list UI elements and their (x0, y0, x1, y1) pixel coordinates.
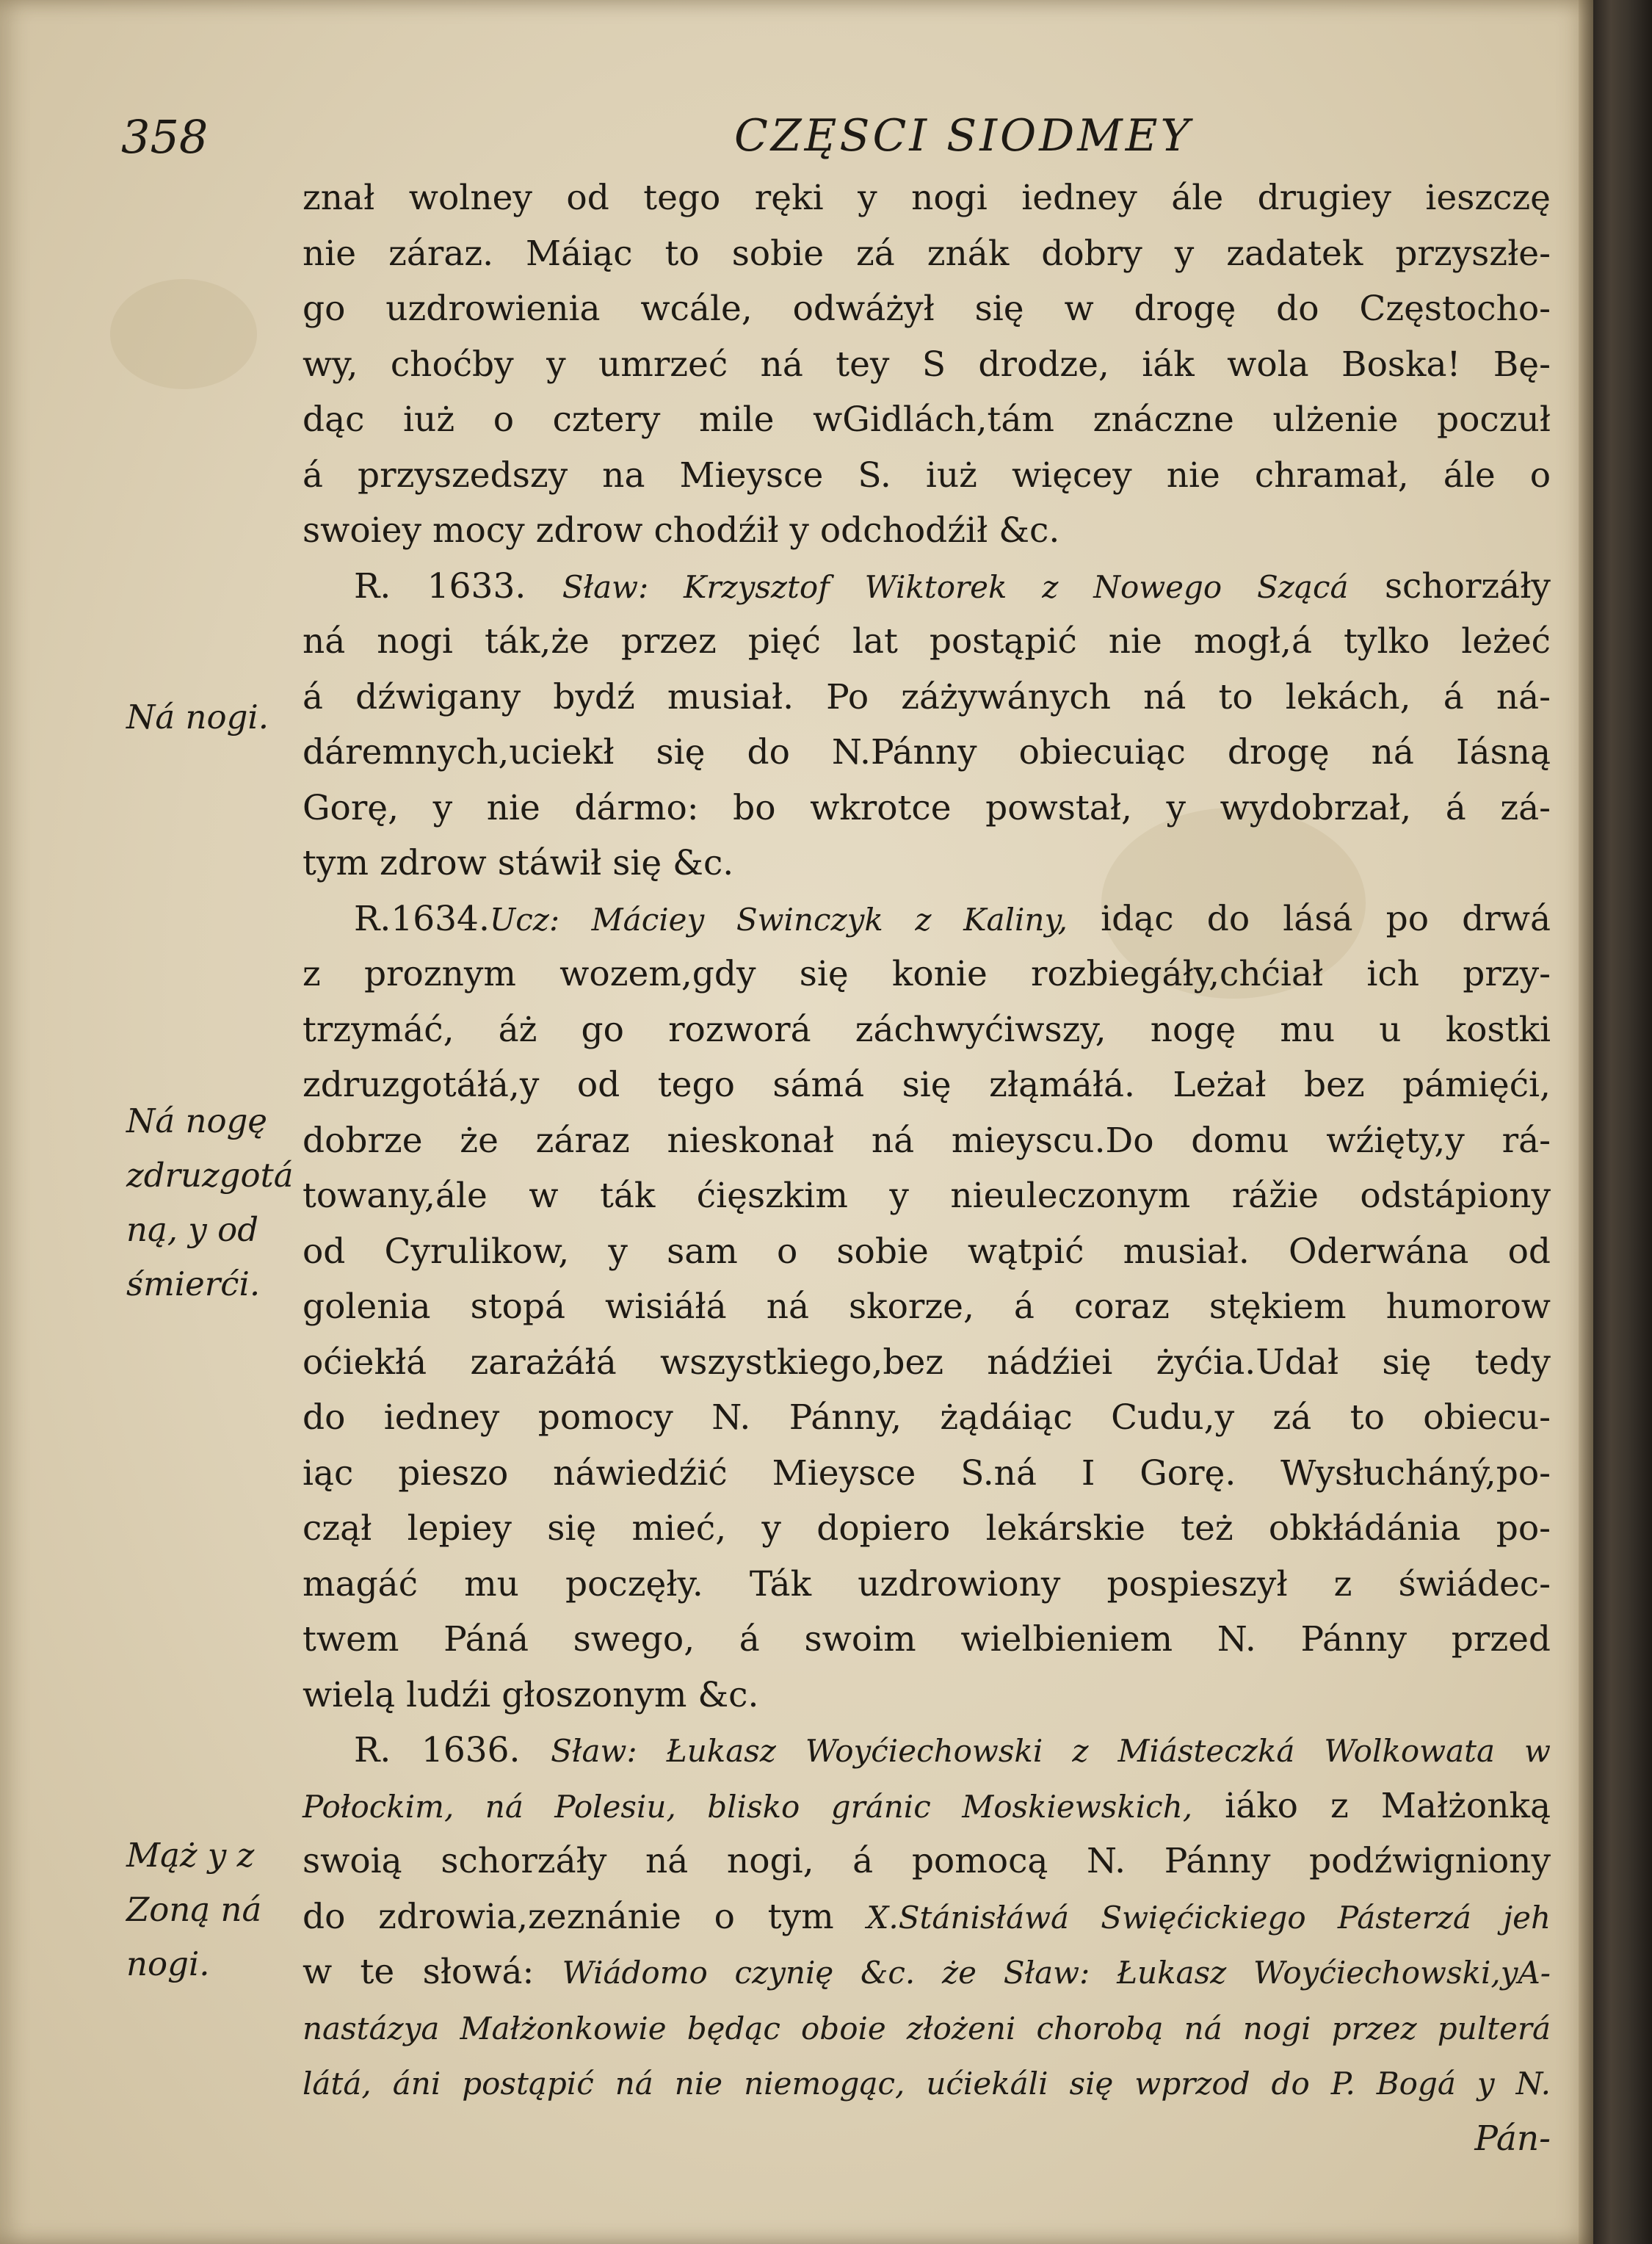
text-line (302, 614, 1551, 670)
text-line (302, 670, 1551, 725)
text-span: ná nogi ták,że przez pięć lat postąpić nie mogł,á tylko leżeć (302, 621, 1551, 662)
text-span: Gorę, y nie dármo: bo wkrotce powstał, y wydobrzał, á zá- (302, 787, 1551, 828)
text-span: w te słowá: (302, 1952, 562, 1992)
text-span: iąc pieszo náwiedźić Mieysce S.ná I Gorę. Wysłucháný,po- (302, 1452, 1551, 1494)
text-span: iáko z Małżonką (1192, 1785, 1551, 1826)
text-line (302, 1557, 1551, 1613)
text-span: idąc do lásá po drwá (1067, 898, 1551, 939)
page-number: 358 (121, 110, 209, 164)
text-line (302, 2055, 1551, 2111)
text-line (302, 1889, 1551, 1945)
text-line (302, 337, 1551, 393)
text-span: á dźwigany bydź musiał. Po záżywánych ná to lekách, á ná- (302, 676, 1551, 717)
text-line (302, 1279, 1551, 1335)
text-span: czął lepiey się mieć, y dopiero lekárskie też obkłádánia po- (302, 1508, 1551, 1549)
text-line (302, 725, 1551, 781)
text-span: zdruzgotáłá,y od tego sámá się złąmáłá. Leżał bez pámięći, (302, 1065, 1551, 1105)
text-span: schorzáły (1348, 565, 1551, 607)
text-line (302, 1723, 1551, 1778)
text-line (302, 1335, 1551, 1391)
text-span: R.1634. (354, 898, 490, 939)
book-spine (1593, 0, 1652, 2244)
italic-span: Ucz: Máciey Swinczyk z Kaliny, (489, 901, 1068, 938)
text-line (302, 947, 1551, 1002)
text-line (302, 448, 1551, 504)
paper-stain (110, 279, 257, 389)
margin-note-line: Zoną ná (126, 1890, 262, 1929)
text-span: dáremnych,uciekł się do N.Pánny obiecuiąc drogę ná Iásną (302, 732, 1551, 772)
text-line (302, 891, 1551, 947)
italic-span: látá, áni postąpić ná nie niemogąc, ućiekáli się wprzod do P. Bogá y N. (302, 2066, 1551, 2102)
text-span: od Cyrulikow, y sam o sobie wątpić musiał. Oderwána od (302, 1231, 1551, 1272)
text-span: dąc iuż o cztery mile wGidlách,tám znáczne ulżenie poczuł (302, 399, 1551, 440)
text-span: swoią schorzáły ná nogi, á pomocą N. Pánny podźwigniony (302, 1841, 1551, 1881)
text-span: wielą ludźi głoszonym &c. (302, 1674, 759, 1715)
text-span: znał wolney od tego ręki y nogi iedney ále drugiey ieszczę (302, 178, 1551, 218)
text-span: R. 1636. (354, 1730, 551, 1770)
text-span: do zdrowia,zeznánie o tym (302, 1896, 867, 1937)
text-line (302, 1501, 1551, 1557)
margin-note-na-noge (126, 1094, 294, 1311)
text-span: trzymáć, áż go rozworá záchwyćiwszy, nogę mu u kostki (302, 1009, 1551, 1050)
text-line (302, 1113, 1551, 1169)
text-span: towany,ále w ták ćięszkim y nieuleczonym rážie odstápiony (302, 1176, 1551, 1216)
margin-note-maz-y-zona (126, 1828, 261, 1991)
text-span: R. 1633. (354, 565, 562, 607)
text-span: á przyszedszy na Mieysce S. iuż więcey nie chramał, ále o (302, 455, 1551, 496)
margin-note-na-nogi (126, 690, 269, 745)
italic-span: nastázya Małżonkowie będąc oboie złożeni chorobą ná nogi przez pulterá (302, 2010, 1551, 2046)
text-span: nie záraz. Máiąc to sobie zá znák dobry y zadatek przyszłe- (302, 233, 1551, 274)
margin-note-line: Ná nogi. (126, 698, 269, 736)
text-line (302, 392, 1551, 448)
text-span: go uzdrowienia wcále, odwáżył się w drogę do Częstocho- (302, 289, 1551, 329)
text-line (302, 1057, 1551, 1113)
italic-span: Sław: Krzysztof Wiktorek z Nowego Szącá (562, 568, 1349, 605)
margin-note-line: nogi. (126, 1944, 210, 1983)
margin-note-line: zdruzgotá (126, 1156, 294, 1195)
text-span: do iedney pomocy N. Pánny, żądáiąc Cudu,y zá to obiecu- (302, 1397, 1551, 1438)
text-line (302, 1612, 1551, 1668)
running-head: CZĘSCI SIODMEY (734, 110, 1193, 162)
text-span: wy, choćby y umrzeć ná tey S drodze, iák wola Boska! Bę- (302, 344, 1551, 385)
text-line (302, 503, 1551, 559)
italic-span: Połockim, ná Polesiu, blisko gránic Moskiewskich, (302, 1788, 1193, 1825)
text-span: oćiekłá zarażáłá wszystkiego,bez nádźiei żyćia.Udał się tedy (302, 1342, 1551, 1383)
text-line (302, 836, 1551, 891)
margin-note-line: ną, y od (126, 1210, 259, 1249)
margin-note-line: śmierći. (126, 1264, 261, 1303)
body-text (302, 170, 1551, 2166)
text-line (302, 1224, 1551, 1280)
italic-span: X.Stánisłáwá Swięćickiego Pásterzá jeh (866, 1899, 1551, 1936)
text-line (302, 1168, 1551, 1224)
text-line (302, 1668, 1551, 1723)
text-span: magáć mu poczęły. Ták uzdrowiony pospieszył z świádec- (302, 1563, 1551, 1604)
text-line (302, 1002, 1551, 1058)
text-line (302, 1778, 1551, 1834)
italic-span: Sław: Łukasz Woyćiechowski z Miásteczká Wolkowata w (551, 1733, 1551, 1769)
text-line (302, 1446, 1551, 1502)
text-line (302, 2000, 1551, 2056)
text-span: z proznym wozem,gdy się konie rozbiegáły,chćiał ich przy- (302, 954, 1551, 994)
text-line (302, 226, 1551, 282)
text-line (302, 281, 1551, 337)
text-span: swoiey mocy zdrow chodźił y odchodźił &c. (302, 510, 1060, 551)
italic-span: Wiádomo czynię &c. że Sław: Łukasz Woyćiechowski,yA- (562, 1955, 1551, 1991)
catchword: Pán- (1474, 2118, 1551, 2159)
text-line (302, 1834, 1551, 1889)
text-span: twem Páná swego, á swoim wielbieniem N. Pánny przed (302, 1619, 1551, 1660)
text-span: dobrze że záraz nieskonał ná mieyscu.Do domu wźięty,y rá- (302, 1120, 1551, 1161)
margin-note-line: Ná nogę (126, 1101, 268, 1140)
text-span: golenia stopá wisiáłá ná skorze, á coraz stękiem humorow (302, 1286, 1551, 1327)
text-span: tym zdrow stáwił się &c. (302, 843, 734, 883)
margin-note-line: Mąż y z (126, 1836, 255, 1875)
text-line (302, 170, 1551, 226)
text-line (302, 1390, 1551, 1446)
text-line (302, 1944, 1551, 2000)
text-line (302, 781, 1551, 836)
text-line (302, 559, 1551, 615)
